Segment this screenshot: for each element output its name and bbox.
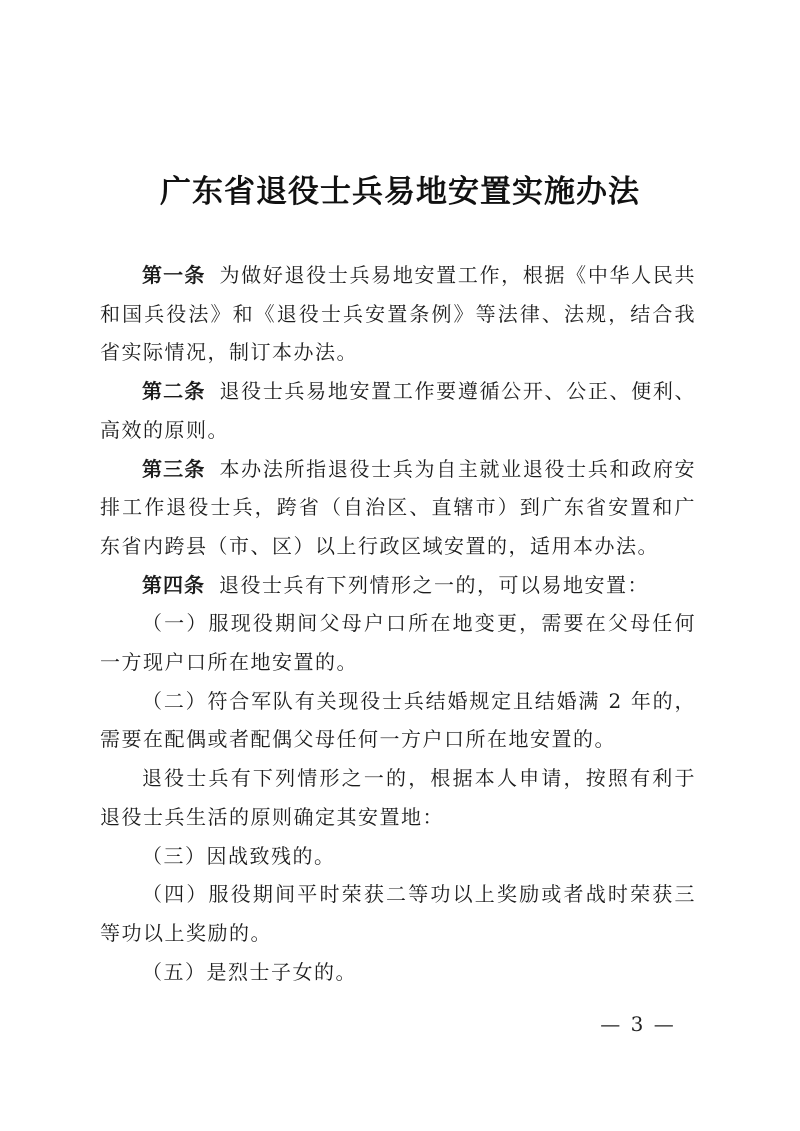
article-label: 第三条 xyxy=(142,456,206,481)
clause-2: （二）符合军队有关现役士兵结婚规定且结婚满 2 年的，需要在配偶或者配偶父母任何一方户口所在地安置的。 xyxy=(100,688,696,752)
article-text: 本办法所指退役士兵为自主就业退役士兵和政府安排工作退役士兵，跨省（自治区、直辖市）到广东省安置和广东省内跨县（市、区）以上行政区域安置的，适用本办法。 xyxy=(100,456,696,558)
article-text: 退役士兵易地安置工作要遵循公开、公正、便利、高效的原则。 xyxy=(100,379,696,442)
clause-4: （四）服役期间平时荣获二等功以上奖励或者战时荣获三等功以上奖励的。 xyxy=(100,882,696,945)
page-number: — 3 — xyxy=(600,1012,676,1036)
document-title: 广东省退役士兵易地安置实施办法 xyxy=(160,174,640,210)
article-text: 为做好退役士兵易地安置工作，根据《中华人民共和国兵役法》和《退役士兵安置条例》等法律、法规，结合我省实际情况，制订本办法。 xyxy=(100,263,696,365)
article-label: 第一条 xyxy=(142,263,206,287)
clause-5: （五）是烈士子女的。 xyxy=(142,959,357,984)
article-label: 第二条 xyxy=(142,379,206,404)
clause-3: （三）因战致残的。 xyxy=(142,843,336,868)
clause-1: （一）服现役期间父母户口所在地变更，需要在父母任何一方现户口所在地安置的。 xyxy=(100,611,696,675)
article-1 xyxy=(100,256,696,372)
clause-intro: 退役士兵有下列情形之一的，根据本人申请，按照有利于退役士兵生活的原则确定其安置地： xyxy=(100,766,696,829)
document-body xyxy=(100,256,696,991)
article-text: 退役士兵有下列情形之一的，可以易地安置： xyxy=(219,572,649,597)
article-2 xyxy=(100,372,696,449)
article-3 xyxy=(100,450,696,566)
article-label: 第四条 xyxy=(142,572,205,597)
article-4 xyxy=(100,566,696,605)
